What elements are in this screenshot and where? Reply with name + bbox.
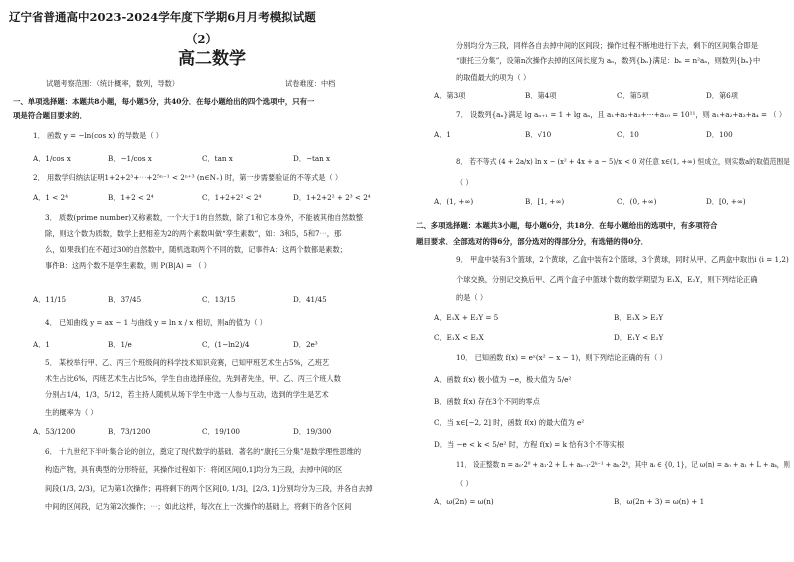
q11-option-b: B．ω(2n + 3) = ω(n) + 1 [614,497,705,506]
q10-option-c: C．当 x∈[−2, 2] 时，函数 f(x) 的最大值为 e² [434,418,585,427]
q2-option-c: C．1+2+2² < 2⁴ [202,193,262,202]
exam-difficulty: 试卷难度：中档 [285,79,336,88]
q3-line2: 除，则这个数为质数，数学上把相差为2的两个素数叫做“孪生素数”，如：3和5，5和7⋯，那 [45,229,342,238]
q10-stem: 10． 已知函数 f(x) = eˣ(x² − x − 1)，则下列结论正确的有（ ） [456,353,667,362]
q6-line1: 6． 十九世纪下半叶集合论的创立，奠定了现代数学的基础．著名的“康托三分集”是数学理性思维的 [45,447,362,456]
q6-line2: 构造产物，具有典型的分形特征，其操作过程如下：将闭区间[0,1]均分为三段，去掉中间的区 [45,465,343,474]
q3-option-c: C．13/15 [202,295,236,304]
q3-option-b: B．37/45 [108,295,142,304]
paper-title: 辽宁省普通高中2023-2024学年度下学期6月月考模拟试题 [9,10,316,24]
q3-line3: 么，如果我们在不超过30的自然数中，随机选取两个不同的数，记事件A：这两个数都是素数； [45,245,347,254]
q4-option-d: D．2e³ [293,340,318,349]
q3-line4: 事件B：这两个数不是孪生素数，则 P(B|A) = （ ） [45,261,211,270]
q9-option-c: C．E₁X < E₂X [434,333,484,342]
q5-option-c: C．19/100 [202,427,240,436]
q6-cont-line1: 分别均分为三段，同样各自去掉中间的区间段；操作过程不断地进行下去，剩下的区间集合即是 [456,41,758,50]
q11-option-a: A．ω(2n) = ω(n) [434,497,494,506]
q8-option-c: C．(0, +∞) [617,197,657,206]
q7-option-b: B．√10 [525,130,552,139]
q7-option-c: C．10 [617,130,639,139]
q6-option-b: B．第4项 [525,91,557,100]
section1-heading-cont: 项是符合题目要求的． [13,111,87,120]
q1-option-d: D．−tan x [293,154,331,163]
q10-option-a: A．函数 f(x) 极小值为 −e，极大值为 5/e² [434,375,572,384]
q3-option-a: A．11/15 [33,295,67,304]
q6-line4: 中间的区间段，记为第2次操作；⋯；如此这样，每次在上一次操作的基础上，将剩下的各个区间 [45,502,352,511]
q2-option-b: B．1+2 < 2⁴ [108,193,154,202]
q8-option-a: A．(1, +∞) [434,197,474,206]
q8-option-d: D．[0, +∞) [706,197,746,206]
q4-option-a: A．1 [33,340,50,349]
q9-option-b: B．E₁X > E₂Y [614,313,664,322]
q6-cont-line3: 的取值最大的项为（ ） [456,73,531,82]
q7-stem: 7． 设数列{aₙ}满足 lg aₙ₊₁ = 1 + lg aₙ，且 a₁+a₂+a₃+⋯+a₁₀ = 10¹¹，则 a₁+a₂+a₃+a₄ = （ ） [456,110,787,119]
q5-line2: 术生占比6%，丙班艺术生占比5%，学生自由选择座位，先到者先坐，甲、乙、丙三个班人数 [45,374,341,383]
q4-option-b: B．1/e [108,340,132,349]
q1-option-b: B．−1/cos x [108,154,152,163]
right-column [398,0,794,562]
q11-line2: （ ） [456,479,473,488]
q1-option-c: C．tan x [202,154,233,163]
q3-option-d: D．41/45 [293,295,327,304]
q9-line2: 个球交换，分别记交换后甲、乙两个盒子中篮球个数的数学期望为 E₁X，E₂Y，则下列结论正确 [456,275,758,284]
q5-line3: 分别占1/4，1/3，5/12，若主持人随机从场下学生中选一人参与互动，选到的学生是艺术 [45,390,329,399]
paper-subtitle: （2） [186,32,218,46]
q2-stem: 2． 用数学归纳法证明1+2+2³+⋯+2⁵ⁿ⁻¹ < 2ⁿ⁺³ (n∈N₊) 时，第一步需要验证的不等式是（ ） [33,173,343,182]
q3-line1: 3． 质数(prime number)又称素数，一个大于1的自然数，除了1和它本身外，不能被其他自然数整 [45,213,364,222]
q8-paren: （ ） [456,178,473,187]
q5-option-d: D．19/300 [293,427,332,436]
q5-option-b: B．73/1200 [108,427,151,436]
q9-option-d: D．E₁Y < E₂Y [614,333,664,342]
q7-option-d: D．100 [706,130,733,139]
section1-heading: 一、单项选择题：本题共8小题，每小题5分，共40分．在每小题给出的四个选项中，只有一 [13,97,315,106]
q1-option-a: A．1/cos x [33,154,71,163]
q6-line3: 间段(1/3, 2/3)，记为第1次操作；再将剩下的两个区间[0, 1/3]，[2/3, 1]分别均分为三段，并各自去掉 [45,484,373,493]
q2-option-d: D．1+2+2² + 2³ < 2⁴ [293,193,371,202]
exam-scope: 试题考察范围：（统计概率，数列，导数） [46,79,179,88]
q10-option-d: D．当 −e < k < 5/e² 时，方程 f(x) = k 恰有3个不等实根 [434,440,625,449]
q9-line1: 9． 甲盒中装有3个篮球，2个黄球，乙盒中装有2个篮球，3个黄球，同时从甲、乙两盒中取出i (i = 1,2) [456,255,789,264]
q5-line4: 生的概率为（ ） [45,408,98,417]
q9-option-a: A．E₁X + E₂Y = 5 [434,313,499,322]
q6-option-d: D．第6项 [706,91,738,100]
q5-option-a: A．53/1200 [33,427,76,436]
q4-option-c: C．(1−ln2)/4 [202,340,250,349]
q6-cont-line2: “康托三分集”，设第n次操作去掉的区间长度为 aₙ，数列{bₙ}满足：bₙ = n²aₙ，则数列{bₙ}中 [456,56,761,65]
q8-option-b: B．[1, +∞) [525,197,565,206]
q2-option-a: A．1 < 2⁴ [33,193,68,202]
q9-line3: 的是（ ） [456,293,488,302]
q6-option-a: A．第3项 [434,91,466,100]
subject-heading: 高二数学 [178,49,246,69]
q11-line1: 11． 设正整数 n = a₀·2⁰ + a₁·2 + L + aₖ₋₁·2ᵏ⁻¹ + aₖ·2ᵏ，其中 aᵢ ∈ {0, 1}，记 ω(n) = a₀ + a₁ + L + aₖ，则 [456,460,790,469]
q7-option-a: A．1 [434,130,451,139]
q4-stem: 4． 已知曲线 y = ax − 1 与曲线 y = ln x / x 相切，则a的值为（ ） [45,318,267,327]
q1-stem: 1． 函数 y = −ln(cos x) 的导数是（ ） [33,131,163,140]
q6-option-c: C．第5项 [617,91,649,100]
q5-line1: 5． 某校举行甲、乙、丙三个班级间的科学技术知识竞赛，已知甲班艺术生占5%，乙班艺 [45,358,330,367]
q8-stem: 8． 若不等式 (4 + 2a/x) ln x − (x² + 4x + a − 5)/x < 0 对任意 x∈(1, +∞) 恒成立，则实数a的取值范围是 [456,157,790,166]
section2-heading-cont: 题目要求．全部选对的得6分，部分选对的得部分分，有选错的得0分． [416,237,649,246]
q10-option-b: B．函数 f(x) 存在3个不同的零点 [434,397,540,406]
section2-heading: 二、多项选择题：本题共3小题，每小题6分，共18分．在每小题给出的选项中，有多项符合 [416,221,718,230]
